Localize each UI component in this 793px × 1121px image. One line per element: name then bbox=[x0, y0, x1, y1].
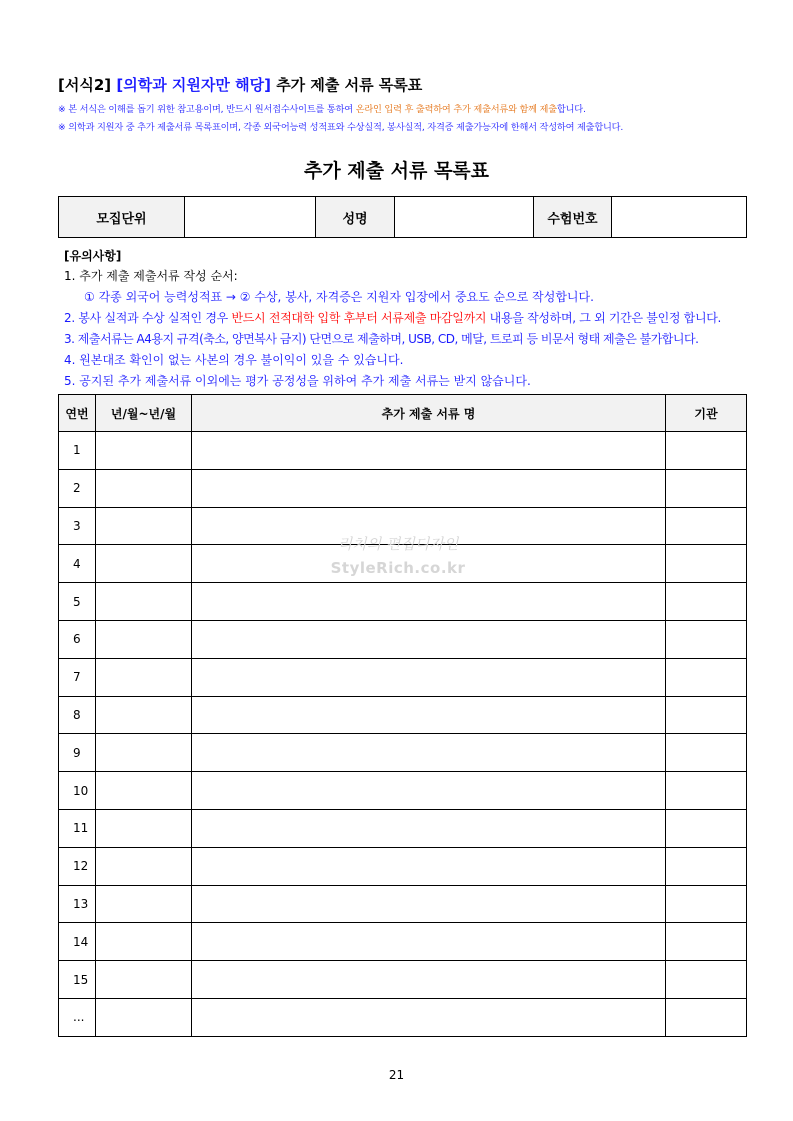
row-period-cell[interactable] bbox=[96, 772, 192, 810]
row-number: 1 bbox=[59, 432, 96, 470]
row-agency-cell[interactable] bbox=[666, 545, 747, 583]
row-number: 4 bbox=[59, 545, 96, 583]
row-document-cell[interactable] bbox=[192, 583, 666, 621]
row-number: 2 bbox=[59, 469, 96, 507]
row-document-cell[interactable] bbox=[192, 809, 666, 847]
row-number: 12 bbox=[59, 847, 96, 885]
caution-item-3: 3. 제출서류는 A4용지 규격(축소, 양면복사 금지) 단면으로 제출하며, USB, CD, 메달, 트로피 등 비문서 형태 제출은 불가합니다. bbox=[64, 332, 699, 346]
row-number: 10 bbox=[59, 772, 96, 810]
row-period-cell[interactable] bbox=[96, 658, 192, 696]
row-period-cell[interactable] bbox=[96, 432, 192, 470]
row-agency-cell[interactable] bbox=[666, 583, 747, 621]
unit-label: 모집단위 bbox=[59, 197, 185, 238]
exam-number-label: 수험번호 bbox=[534, 197, 612, 238]
table-row bbox=[59, 772, 747, 810]
row-document-cell[interactable] bbox=[192, 885, 666, 923]
column-header-period: 년/월~년/월 bbox=[96, 395, 192, 432]
row-number: 5 bbox=[59, 583, 96, 621]
table-row bbox=[59, 847, 747, 885]
row-period-cell[interactable] bbox=[96, 847, 192, 885]
caution-item-2-highlight: 반드시 전적대학 입학 후부터 서류제출 마감일까지 bbox=[231, 311, 487, 325]
row-agency-cell[interactable] bbox=[666, 809, 747, 847]
caution-item-2-start: 2. 봉사 실적과 수상 실적인 경우 bbox=[64, 311, 232, 325]
row-agency-cell[interactable] bbox=[666, 885, 747, 923]
row-document-cell[interactable] bbox=[192, 469, 666, 507]
form-header bbox=[58, 74, 422, 95]
row-period-cell[interactable] bbox=[96, 620, 192, 658]
caution-item-4: 4. 원본대조 확인이 없는 사본의 경우 불이익이 있을 수 있습니다. bbox=[64, 353, 404, 367]
row-document-cell[interactable] bbox=[192, 696, 666, 734]
caution-item-2 bbox=[64, 309, 721, 326]
row-document-cell[interactable] bbox=[192, 923, 666, 961]
row-number: ... bbox=[59, 998, 96, 1036]
row-document-cell[interactable] bbox=[192, 620, 666, 658]
name-label: 성명 bbox=[316, 197, 395, 238]
row-document-cell[interactable] bbox=[192, 847, 666, 885]
row-period-cell[interactable] bbox=[96, 696, 192, 734]
row-period-cell[interactable] bbox=[96, 885, 192, 923]
table-row bbox=[59, 885, 747, 923]
row-agency-cell[interactable] bbox=[666, 847, 747, 885]
row-document-cell[interactable] bbox=[192, 432, 666, 470]
row-document-cell[interactable] bbox=[192, 734, 666, 772]
row-period-cell[interactable] bbox=[96, 734, 192, 772]
table-row bbox=[59, 583, 747, 621]
row-agency-cell[interactable] bbox=[666, 658, 747, 696]
form-scope: [의학과 지원자만 해당] bbox=[116, 76, 271, 94]
table-row bbox=[59, 961, 747, 999]
table-body bbox=[59, 432, 747, 1037]
applicant-info-table bbox=[58, 196, 747, 238]
row-document-cell[interactable] bbox=[192, 658, 666, 696]
name-field[interactable] bbox=[395, 197, 534, 238]
table-row bbox=[59, 620, 747, 658]
row-period-cell[interactable] bbox=[96, 923, 192, 961]
table-row bbox=[59, 658, 747, 696]
row-number: 8 bbox=[59, 696, 96, 734]
row-number: 9 bbox=[59, 734, 96, 772]
form-header-title: 추가 제출 서류 목록표 bbox=[276, 76, 423, 94]
row-period-cell[interactable] bbox=[96, 545, 192, 583]
note-1-highlight: 온라인 입력 후 출력하여 추가 제출서류와 함께 제출 bbox=[355, 104, 557, 115]
table-row bbox=[59, 432, 747, 470]
row-agency-cell[interactable] bbox=[666, 507, 747, 545]
submission-list-table bbox=[58, 394, 747, 1037]
page-number: 21 bbox=[388, 1068, 405, 1082]
table-row bbox=[59, 734, 747, 772]
watermark bbox=[318, 532, 478, 580]
table-row bbox=[59, 809, 747, 847]
row-number: 3 bbox=[59, 507, 96, 545]
cautions-heading: [유의사항] bbox=[64, 249, 122, 263]
row-agency-cell[interactable] bbox=[666, 620, 747, 658]
row-number: 11 bbox=[59, 809, 96, 847]
row-document-cell[interactable] bbox=[192, 998, 666, 1036]
caution-item-5: 5. 공지된 추가 제출서류 이외에는 평가 공정성을 위하여 추가 제출 서류는 받지 않습니다. bbox=[64, 374, 531, 388]
row-number: 7 bbox=[59, 658, 96, 696]
row-number: 14 bbox=[59, 923, 96, 961]
table-header-row bbox=[59, 395, 747, 432]
note-1 bbox=[58, 101, 586, 115]
table-row bbox=[59, 998, 747, 1036]
row-agency-cell[interactable] bbox=[666, 961, 747, 999]
row-agency-cell[interactable] bbox=[666, 432, 747, 470]
row-agency-cell[interactable] bbox=[666, 772, 747, 810]
row-period-cell[interactable] bbox=[96, 809, 192, 847]
column-header-document: 추가 제출 서류 명 bbox=[192, 395, 666, 432]
table-row bbox=[59, 923, 747, 961]
caution-item-1-sub: ① 각종 외국어 능력성적표 → ② 수상, 봉사, 자격증은 지원자 입장에서 중요도 순으로 작성합니다. bbox=[84, 290, 594, 304]
caution-item-1: 1. 추가 제출 제출서류 작성 순서: bbox=[64, 269, 238, 283]
row-agency-cell[interactable] bbox=[666, 696, 747, 734]
note-1-end: 합니다. bbox=[556, 104, 586, 115]
table-row bbox=[59, 469, 747, 507]
row-period-cell[interactable] bbox=[96, 961, 192, 999]
row-agency-cell[interactable] bbox=[666, 923, 747, 961]
watermark-line-1: 리치의 편집디자인 bbox=[337, 535, 459, 553]
row-agency-cell[interactable] bbox=[666, 469, 747, 507]
row-number: 13 bbox=[59, 885, 96, 923]
row-number: 15 bbox=[59, 961, 96, 999]
row-agency-cell[interactable] bbox=[666, 998, 747, 1036]
row-period-cell[interactable] bbox=[96, 507, 192, 545]
note-1-text: ※ 본 서식은 이해를 돕기 위한 참고용이며, 반드시 원서접수사이트를 통하여 bbox=[58, 104, 356, 115]
exam-number-field[interactable] bbox=[612, 197, 747, 238]
note-2: ※ 의학과 지원자 중 추가 제출서류 목록표이며, 각종 외국어능력 성적표와 수상실적, 봉사실적, 자격증 제출가능자에 한해서 작성하여 제출합니다. bbox=[58, 122, 624, 133]
table-row bbox=[59, 696, 747, 734]
column-header-agency: 기관 bbox=[666, 395, 747, 432]
form-tag: [서식2] bbox=[58, 76, 112, 94]
row-period-cell[interactable] bbox=[96, 469, 192, 507]
document-title: 추가 제출 서류 목록표 bbox=[303, 160, 490, 182]
row-number: 6 bbox=[59, 620, 96, 658]
row-period-cell[interactable] bbox=[96, 998, 192, 1036]
watermark-line-2: StyleRich.co.kr bbox=[330, 559, 466, 577]
column-header-number: 연번 bbox=[59, 395, 96, 432]
row-agency-cell[interactable] bbox=[666, 734, 747, 772]
row-document-cell[interactable] bbox=[192, 772, 666, 810]
unit-field[interactable] bbox=[185, 197, 316, 238]
row-period-cell[interactable] bbox=[96, 583, 192, 621]
caution-item-2-end: 내용을 작성하며, 그 외 기간은 불인정 합니다. bbox=[486, 311, 722, 325]
row-document-cell[interactable] bbox=[192, 961, 666, 999]
